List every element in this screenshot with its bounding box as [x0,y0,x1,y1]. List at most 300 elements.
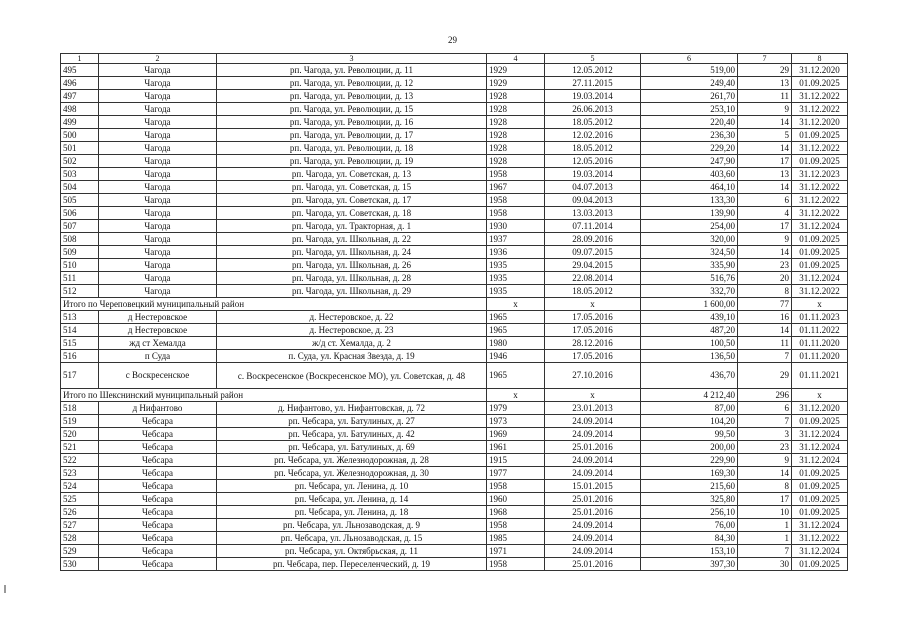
subtotal-label: Итого по Шекснинский муниципальный район [61,389,487,402]
table-cell: рп. Чагода, ул. Революции, д. 13 [217,90,487,103]
table-cell: 20 [738,272,792,285]
table-cell: 215,60 [641,480,738,493]
table-cell: 31.12.2022 [792,207,848,220]
table-cell: рп. Чагода, ул. Революции, д. 17 [217,129,487,142]
table-cell: 1973 [487,415,545,428]
table-cell: 7 [738,415,792,428]
table-cell: рп. Чебсара, ул. Ленина, д. 14 [217,493,487,506]
table-cell: 31.12.2024 [792,428,848,441]
table-row [61,246,848,259]
table-cell: 12.05.2012 [545,64,641,77]
table-cell: 335,90 [641,259,738,272]
table-cell: 14 [738,116,792,129]
table-cell: 14 [738,142,792,155]
table-cell: рп. Чебсара, ул. Ленина, д. 18 [217,506,487,519]
table-row [61,233,848,246]
table-cell: рп. Чагода, ул. Революции, д. 15 [217,103,487,116]
table-cell: 4 [738,207,792,220]
table-cell: 01.09.2025 [792,155,848,168]
table-cell: 19.03.2014 [545,90,641,103]
table-cell: 13 [738,77,792,90]
table-row [61,493,848,506]
table-cell: Чебсара [99,519,217,532]
table-cell: Чебсара [99,454,217,467]
table-cell: 153,10 [641,545,738,558]
table-cell: 77 [738,298,792,311]
table-cell: 14 [738,181,792,194]
table-cell: 24.09.2014 [545,519,641,532]
table-row [61,168,848,181]
table-row [61,181,848,194]
table-row [61,90,848,103]
table-cell: 229,20 [641,142,738,155]
table-cell: п. Суда, ул. Красная Звезда, д. 19 [217,350,487,363]
table-cell: х [545,389,641,402]
table-cell: Чагода [99,129,217,142]
housing-register-table [60,53,848,571]
table-cell: 01.09.2025 [792,467,848,480]
table-cell: 512 [61,285,99,298]
table-cell: 1968 [487,506,545,519]
table-cell: 9 [738,103,792,116]
table-cell: 27.11.2015 [545,77,641,90]
table-cell: 296 [738,389,792,402]
table-cell: 01.09.2025 [792,77,848,90]
table-cell: 1937 [487,233,545,246]
table-cell: 1929 [487,64,545,77]
table-cell: 529 [61,545,99,558]
table-cell: 13.03.2013 [545,207,641,220]
table-cell: рп. Чебсара, ул. Батулиных, д. 69 [217,441,487,454]
table-cell: 497 [61,90,99,103]
column-number-row [61,54,848,64]
table-cell: 506 [61,207,99,220]
table-cell: рп. Чагода, ул. Школьная, д. 22 [217,233,487,246]
table-cell: д. Нифантово, ул. Нифантовская, д. 72 [217,402,487,415]
table-cell: 501 [61,142,99,155]
table-row [61,441,848,454]
table-cell: 26.06.2013 [545,103,641,116]
table-cell: 6 [738,402,792,415]
table-cell: 1985 [487,532,545,545]
table-cell: 522 [61,454,99,467]
table-row [61,415,848,428]
table-cell: рп. Чебсара, ул. Железнодорожная, д. 28 [217,454,487,467]
table-row [61,467,848,480]
table-cell: Чебсара [99,441,217,454]
table-cell: 84,30 [641,532,738,545]
table-cell: 526 [61,506,99,519]
table-cell: 3 [738,428,792,441]
table-row [61,480,848,493]
table-cell: 528 [61,532,99,545]
table-cell: 87,00 [641,402,738,415]
subtotal-row [61,298,848,311]
table-cell: 495 [61,64,99,77]
table-row [61,77,848,90]
table-cell: 169,30 [641,467,738,480]
table-cell: 1930 [487,220,545,233]
table-cell: 24.09.2014 [545,532,641,545]
table-cell: Чебсара [99,506,217,519]
table-cell: Чагода [99,142,217,155]
table-cell: 332,70 [641,285,738,298]
table-cell: ж/д ст. Хемалда, д. 2 [217,337,487,350]
table-cell: 236,30 [641,129,738,142]
table-cell: 01.09.2025 [792,506,848,519]
table-cell: 01.09.2025 [792,415,848,428]
table-row [61,116,848,129]
scan-edge-mark [4,585,6,593]
table-cell: Чагода [99,116,217,129]
table-cell: 1928 [487,116,545,129]
table-cell: рп. Чагода, ул. Тракторная, д. 1 [217,220,487,233]
table-cell: 1958 [487,207,545,220]
table-cell: 31.12.2024 [792,272,848,285]
table-cell: 247,90 [641,155,738,168]
table-cell: 18.05.2012 [545,142,641,155]
table-cell: рп. Чебсара, ул. Батулиных, д. 42 [217,428,487,441]
table-cell: 01.11.2020 [792,350,848,363]
table-cell: с. Воскресенское (Воскресенское МО), ул. Советская, д. 48 [217,363,487,389]
table-cell: 16 [738,311,792,324]
table-cell: 133,30 [641,194,738,207]
table-cell: жд ст Хемалда [99,337,217,350]
table-cell: 01.09.2025 [792,233,848,246]
table-cell: 508 [61,233,99,246]
table-cell: 25.01.2016 [545,493,641,506]
table-cell: рп. Чагода, ул. Революции, д. 19 [217,155,487,168]
table-cell: Чебсара [99,480,217,493]
table-cell: Чагода [99,77,217,90]
table-cell: 100,50 [641,337,738,350]
table-cell: 7 [738,545,792,558]
table-cell: 1979 [487,402,545,415]
table-cell: 1958 [487,194,545,207]
table-cell: 29 [738,363,792,389]
table-cell: 1969 [487,428,545,441]
table-cell: 11 [738,337,792,350]
table-cell: 503 [61,168,99,181]
table-cell: Чебсара [99,545,217,558]
table-cell: 1965 [487,324,545,337]
table-cell: 1967 [487,181,545,194]
table-cell: 4 212,40 [641,389,738,402]
table-cell: 09.07.2015 [545,246,641,259]
table-cell: 31.12.2024 [792,545,848,558]
table-cell: 31.12.2020 [792,402,848,415]
table-cell: 12.05.2016 [545,155,641,168]
table-cell: 104,20 [641,415,738,428]
table-row [61,129,848,142]
table-cell: 31.12.2022 [792,181,848,194]
table-row [61,506,848,519]
table-cell: 523 [61,467,99,480]
table-cell: рп. Чагода, ул. Революции, д. 12 [217,77,487,90]
table-row [61,350,848,363]
table-cell: 524 [61,480,99,493]
table-cell: 17 [738,220,792,233]
table-cell: Чагода [99,207,217,220]
table-cell: 19.03.2014 [545,168,641,181]
table-cell: 521 [61,441,99,454]
table-cell: 29.04.2015 [545,259,641,272]
table-cell: 403,60 [641,168,738,181]
table-cell: 14 [738,324,792,337]
table-cell: 320,00 [641,233,738,246]
table-cell: 1961 [487,441,545,454]
table-cell: 23 [738,259,792,272]
table-cell: 504 [61,181,99,194]
table-cell: Чагода [99,155,217,168]
table-cell: 513 [61,311,99,324]
table-cell: 25.01.2016 [545,558,641,571]
table-cell: х [487,389,545,402]
table-cell: 25.01.2016 [545,506,641,519]
table-cell: Чебсара [99,467,217,480]
table-cell: 12.02.2016 [545,129,641,142]
table-row [61,337,848,350]
table-cell: 01.09.2025 [792,480,848,493]
table-cell: 439,10 [641,311,738,324]
table-cell: рп. Чагода, ул. Школьная, д. 26 [217,259,487,272]
table-cell: 1935 [487,285,545,298]
table-cell: 496 [61,77,99,90]
table-cell: рп. Чагода, ул. Школьная, д. 29 [217,285,487,298]
table-cell: 511 [61,272,99,285]
table-cell: 01.09.2025 [792,558,848,571]
table-cell: 01.09.2025 [792,259,848,272]
table-cell: 24.09.2014 [545,428,641,441]
table-cell: 14 [738,246,792,259]
table-row [61,402,848,415]
table-cell: 520 [61,428,99,441]
table-cell: рп. Чагода, ул. Революции, д. 11 [217,64,487,77]
table-cell: 28.12.2016 [545,337,641,350]
table-cell: 04.07.2013 [545,181,641,194]
table-cell: Чебсара [99,428,217,441]
table-cell: 1958 [487,168,545,181]
table-cell: 31.12.2022 [792,285,848,298]
table-cell: 249,40 [641,77,738,90]
table-cell: 31.12.2022 [792,194,848,207]
table-cell: 256,10 [641,506,738,519]
table-cell: рп. Чебсара, ул. Ленина, д. 10 [217,480,487,493]
table-cell: рп. Чагода, ул. Школьная, д. 28 [217,272,487,285]
subtotal-label: Итого по Череповецкий муниципальный район [61,298,487,311]
table-row [61,311,848,324]
table-cell: 507 [61,220,99,233]
table-cell: 525 [61,493,99,506]
table-cell: 505 [61,194,99,207]
table-cell: 502 [61,155,99,168]
table-cell: 1 600,00 [641,298,738,311]
table-row [61,272,848,285]
table-row [61,142,848,155]
table-cell: 510 [61,259,99,272]
table-row [61,545,848,558]
table-cell: 1946 [487,350,545,363]
table-cell: рп. Чагода, ул. Революции, д. 16 [217,116,487,129]
column-header: 6 [641,54,738,64]
column-header: 5 [545,54,641,64]
table-cell: 31.12.2024 [792,454,848,467]
table-cell: 24.09.2014 [545,467,641,480]
table-cell: 1 [738,519,792,532]
table-cell: 01.09.2025 [792,129,848,142]
table-cell: д Нифантово [99,402,217,415]
table-cell: 14 [738,467,792,480]
table-cell: 509 [61,246,99,259]
table-cell: с Воскресенское [99,363,217,389]
table-cell: 01.09.2025 [792,246,848,259]
page-number: 29 [448,35,457,45]
table-cell: 8 [738,285,792,298]
table-cell: 31.12.2022 [792,532,848,545]
table-cell: Чагода [99,194,217,207]
table-cell: д Нестеровское [99,324,217,337]
table-cell: 17 [738,155,792,168]
table-cell: рп. Чагода, ул. Советская, д. 18 [217,207,487,220]
table-cell: 8 [738,480,792,493]
table-cell: 17.05.2016 [545,324,641,337]
table-cell: 1958 [487,480,545,493]
table-cell: 1928 [487,103,545,116]
table-cell: рп. Чагода, ул. Советская, д. 17 [217,194,487,207]
table-cell: 1928 [487,90,545,103]
table-cell: 1980 [487,337,545,350]
table-cell: 499 [61,116,99,129]
table-cell: рп. Чебсара, ул. Льнозаводская, д. 9 [217,519,487,532]
table-cell: 01.11.2020 [792,337,848,350]
table-cell: 1958 [487,558,545,571]
table-cell: 31.12.2022 [792,142,848,155]
table-cell: 31.12.2022 [792,90,848,103]
table-cell: х [487,298,545,311]
table-cell: рп. Чагода, ул. Советская, д. 13 [217,168,487,181]
table-cell: Чагода [99,233,217,246]
table-cell: 325,80 [641,493,738,506]
table-row [61,259,848,272]
table-cell: 519,00 [641,64,738,77]
table-cell: х [792,298,848,311]
table-cell: д Нестеровское [99,311,217,324]
table-cell: 29 [738,64,792,77]
table-cell: 1928 [487,155,545,168]
table-cell: рп. Чебсара, ул. Железнодорожная, д. 30 [217,467,487,480]
table-cell: 17 [738,493,792,506]
table-cell: 99,50 [641,428,738,441]
table-body [61,64,848,571]
table-cell: д. Нестеровское, д. 23 [217,324,487,337]
table-cell: 1928 [487,129,545,142]
table-cell: Чебсара [99,532,217,545]
table-row [61,103,848,116]
table-cell: 1960 [487,493,545,506]
table-cell: 31.12.2022 [792,103,848,116]
table-cell: 500 [61,129,99,142]
table-cell: 515 [61,337,99,350]
table-cell: 24.09.2014 [545,545,641,558]
table-cell: 519 [61,415,99,428]
table-cell: 1928 [487,142,545,155]
table-row [61,64,848,77]
table-cell: 31.12.2023 [792,168,848,181]
column-header: 1 [61,54,99,64]
table-cell: 01.11.2021 [792,363,848,389]
subtotal-row [61,389,848,402]
column-header: 8 [792,54,848,64]
table-cell: 530 [61,558,99,571]
table-cell: Чагода [99,246,217,259]
table-cell: 18.05.2012 [545,285,641,298]
table-cell: 27.10.2016 [545,363,641,389]
table-cell: 1971 [487,545,545,558]
table-cell: 31.12.2024 [792,519,848,532]
table-cell: 1958 [487,519,545,532]
table-cell: Чебсара [99,415,217,428]
table-cell: Чагода [99,64,217,77]
table-cell: 139,90 [641,207,738,220]
table-cell: х [545,298,641,311]
table-cell: рп. Чебсара, ул. Льнозаводская, д. 15 [217,532,487,545]
table-cell: 11 [738,90,792,103]
table-cell: 1977 [487,467,545,480]
table-cell: 01.09.2025 [792,493,848,506]
table-cell: 28.09.2016 [545,233,641,246]
table-cell: рп. Чагода, ул. Советская, д. 15 [217,181,487,194]
table-cell: 25.01.2016 [545,441,641,454]
table-cell: рп. Чебсара, ул. Батулиных, д. 27 [217,415,487,428]
table-cell: 31.12.2020 [792,116,848,129]
table-cell: 1965 [487,363,545,389]
table-cell: Чагода [99,259,217,272]
table-cell: 13 [738,168,792,181]
table-row [61,363,848,389]
table-cell: 1929 [487,77,545,90]
table-cell: 76,00 [641,519,738,532]
table-cell: Чагода [99,272,217,285]
table-cell: Чебсара [99,493,217,506]
table-cell: д. Нестеровское, д. 22 [217,311,487,324]
table-cell: рп. Чебсара, пер. Переселенческий, д. 19 [217,558,487,571]
table-cell: Чагода [99,181,217,194]
table-cell: 24.09.2014 [545,454,641,467]
table-cell: 1935 [487,259,545,272]
table-row [61,285,848,298]
table-cell: 22.08.2014 [545,272,641,285]
table-row [61,207,848,220]
table-cell: 397,30 [641,558,738,571]
table-cell: 254,00 [641,220,738,233]
table-cell: 07.11.2014 [545,220,641,233]
table-cell: рп. Чагода, ул. Школьная, д. 24 [217,246,487,259]
table-cell: 136,50 [641,350,738,363]
table-cell: Чагода [99,220,217,233]
table-cell: рп. Чебсара, ул. Октябрьская, д. 11 [217,545,487,558]
table-row [61,324,848,337]
table-cell: 324,50 [641,246,738,259]
table-cell: 5 [738,129,792,142]
table-cell: 24.09.2014 [545,415,641,428]
table-cell: 261,70 [641,90,738,103]
table-row [61,194,848,207]
table-cell: 9 [738,454,792,467]
table-row [61,519,848,532]
table-cell: 7 [738,350,792,363]
table-cell: 200,00 [641,441,738,454]
table-row [61,220,848,233]
